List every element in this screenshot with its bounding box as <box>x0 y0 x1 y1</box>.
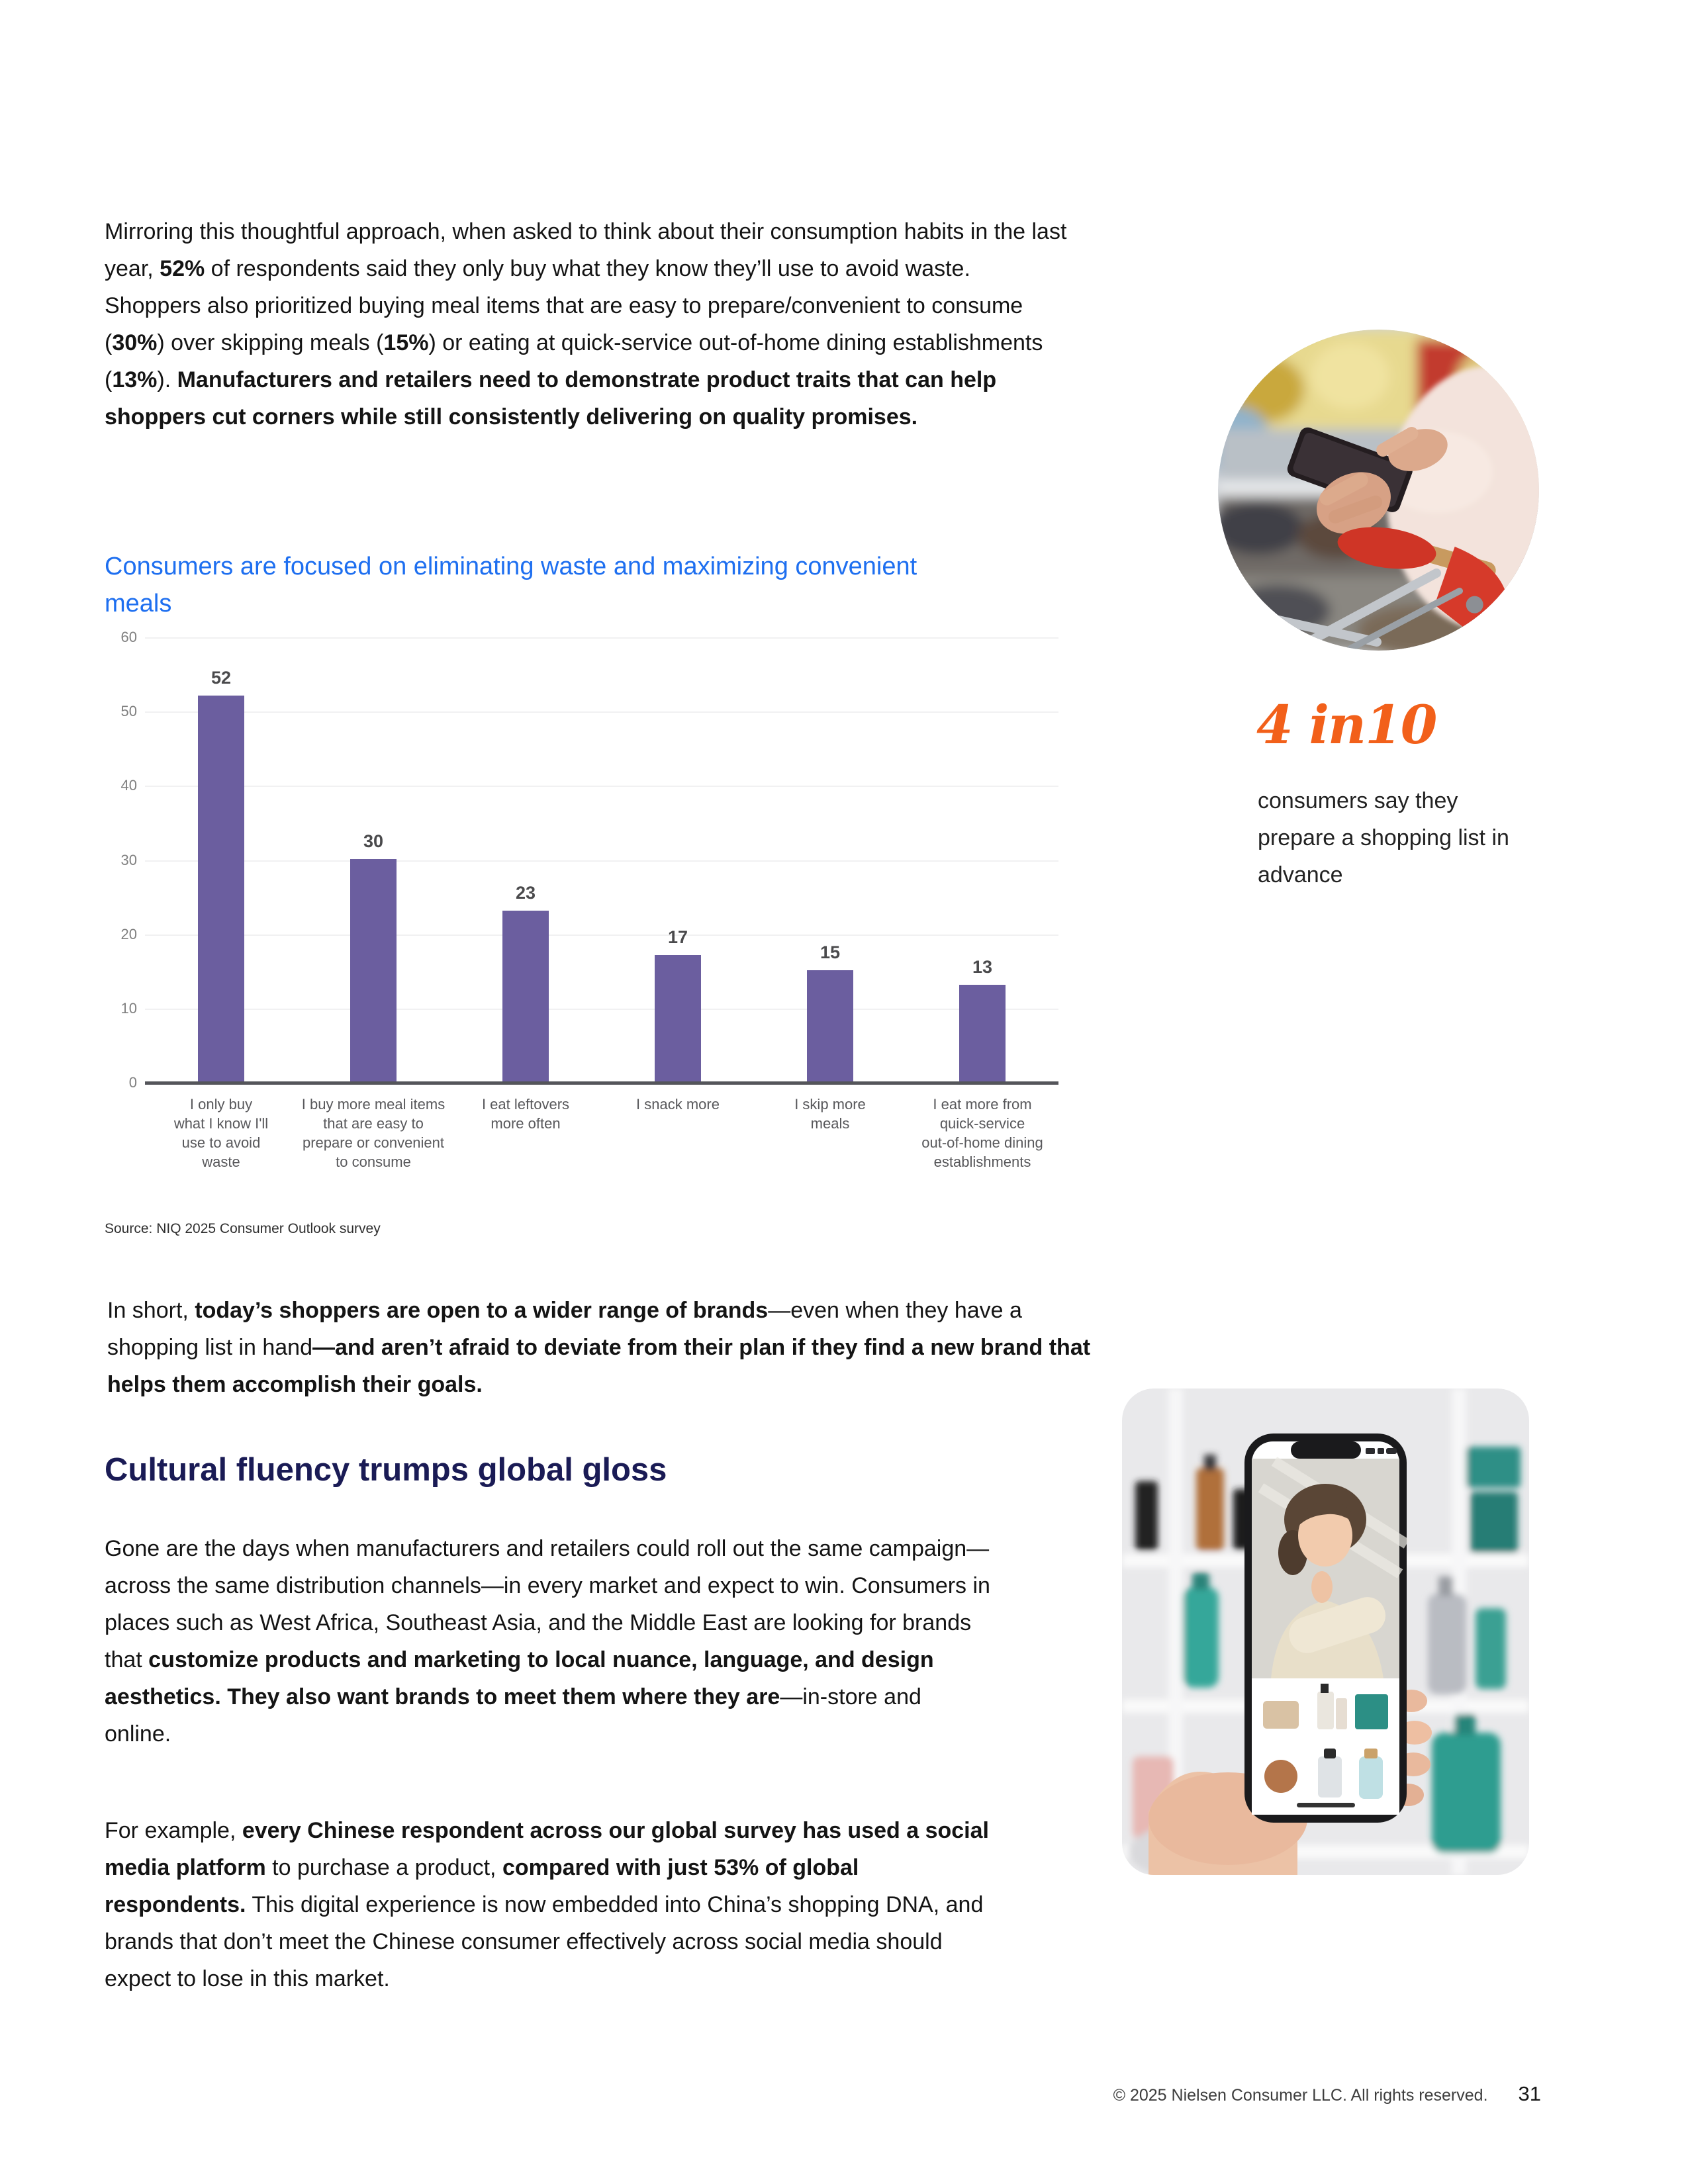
bar-value: 17 <box>667 927 688 948</box>
bar-1 <box>350 859 397 1082</box>
section-paragraph-1: Gone are the days when manufacturers and retailers could roll out the same campaign—across the same distribution channels—in every market and expect to win. Consumers in places such as West Africa, Southeast Asia, and the Middle East are looking for brands that customize products and marketing to local nuance, language, and design aesthetics. They also want brands to meet them where they are—in-store and online. <box>105 1536 990 1747</box>
y-axis-tick: 50 <box>120 703 137 720</box>
gridline <box>145 786 1058 787</box>
page-footer <box>1113 2082 1541 2106</box>
category-label: I buy more meal items that are easy to prepare or convenient to consume <box>301 1096 445 1170</box>
bar-value: 13 <box>972 957 993 978</box>
category-label: I skip more meals <box>794 1096 866 1132</box>
y-axis-tick: 20 <box>120 925 137 942</box>
gridline <box>145 1009 1058 1010</box>
chart-source: Source: NIQ 2025 Consumer Outlook survey <box>105 1221 381 1236</box>
bar-4 <box>807 970 853 1081</box>
y-axis-tick: 10 <box>120 999 137 1017</box>
bar-chart <box>103 629 1059 1224</box>
category-label: I eat more from quick-service out-of-home dining establishments <box>921 1096 1043 1170</box>
y-axis-tick: 0 <box>128 1074 137 1091</box>
page-number: 31 <box>1518 2082 1541 2105</box>
copyright-text: © 2025 Nielsen Consumer LLC. All rights reserved. <box>1113 2086 1488 2105</box>
bar-5 <box>959 985 1006 1081</box>
phone-device <box>1244 1433 1407 1823</box>
category-label: I only buy what I know I'll use to avoid waste <box>173 1096 269 1170</box>
section-paragraph-2: For example, every Chinese respondent across our global survey has used a social media platform to purchase a product, compared with just 53% of global respondents. This digital experience is now embedded into China’s shopping DNA, and brands that don’t meet the Chinese consumer effectively across social media should expect to lose in this market. <box>105 1818 989 1991</box>
x-axis-line <box>145 1081 1058 1085</box>
intro-paragraph: Mirroring this thoughtful approach, when asked to think about their consumption habits in the last year, 52% of respondents said they only buy what they know they’ll use to avoid waste. Shoppers also prioritized buying meal items that are easy to prepare/convenient to consume (30%) over skipping meals (15%) or eating at quick-service out-of-home dining establishments (13%). Manufacturers and retailers need to demonstrate product traits that can help shoppers cut corners while still consistently delivering on quality promises. <box>105 219 1067 430</box>
category-label: I snack more <box>636 1096 720 1113</box>
social-commerce-photo <box>1122 1388 1529 1875</box>
bar-value: 15 <box>820 942 841 962</box>
gridline <box>145 860 1058 862</box>
bar-value: 23 <box>515 883 536 903</box>
gridline <box>145 711 1058 713</box>
gridline <box>145 934 1058 936</box>
y-axis-tick: 30 <box>120 851 137 868</box>
bar-2 <box>502 911 549 1081</box>
gridline <box>145 637 1058 639</box>
shopper-cart-photo <box>1218 330 1539 651</box>
category-label: I eat leftovers more often <box>481 1096 570 1132</box>
y-axis-tick: 40 <box>120 777 137 794</box>
bar-value: 52 <box>211 667 232 688</box>
stat-number: 4 in10 <box>1256 694 1436 756</box>
section-heading: Cultural fluency trumps global gloss <box>105 1452 667 1488</box>
shopper-cart-photo-art <box>1218 330 1539 651</box>
bar-3 <box>655 955 701 1081</box>
bar-value: 30 <box>363 831 384 851</box>
chart-title: Consumers are focused on eliminating waste and maximizing convenient meals <box>105 553 917 617</box>
social-commerce-photo-art <box>1122 1388 1529 1875</box>
stat-caption: consumers say they prepare a shopping list in advance <box>1258 788 1509 887</box>
in-short-paragraph: In short, today’s shoppers are open to a wider range of brands—even when they have a shopping list in hand—and aren’t afraid to deviate from their plan if they find a new brand that helps them accomplish their goals. <box>107 1298 1091 1397</box>
y-axis-tick: 60 <box>120 629 137 645</box>
bar-0 <box>198 696 244 1081</box>
